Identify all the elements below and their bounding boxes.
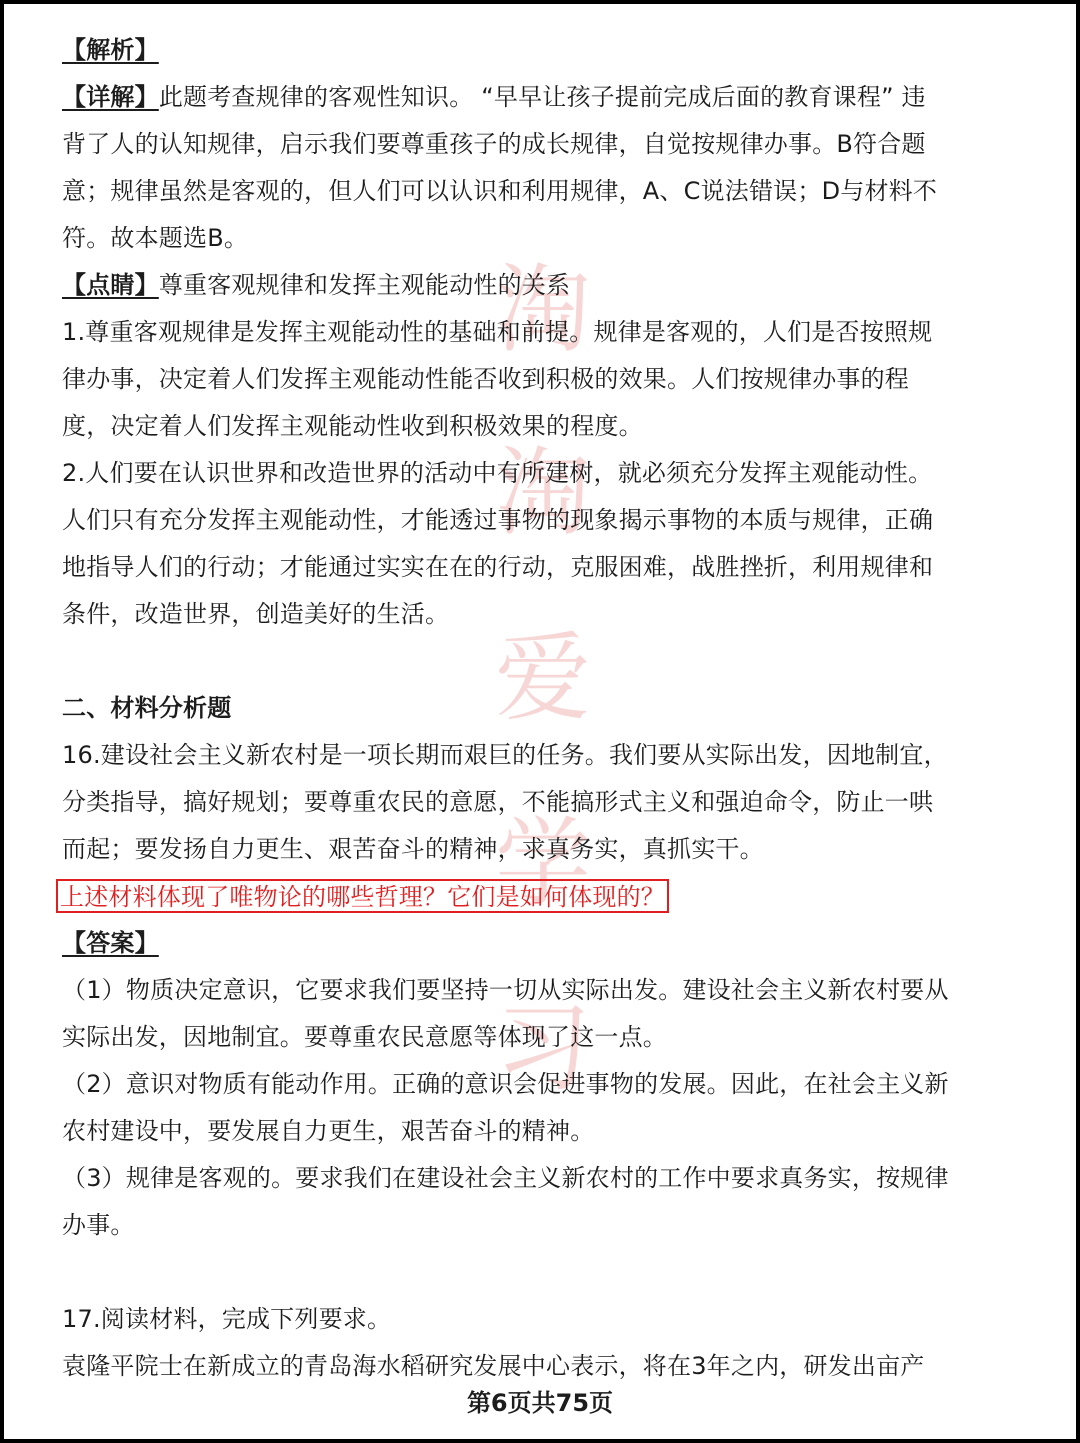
watermark-char: 学 [495, 807, 591, 919]
q16-line: 而起；要发扬自力更生、艰苦奋斗的精神，求真务实，真抓实干。 [62, 835, 764, 863]
answer-tag: 【答案】 [62, 929, 159, 957]
watermark-char: 淘 [495, 437, 591, 549]
detail-text: 此题考查规律的客观性知识。 “早早让孩子提前完成后面的教育课程” 违 [158, 83, 926, 111]
detail-line: 符。故本题选B。 [62, 224, 249, 252]
answer-line: 办事。 [62, 1211, 135, 1239]
analysis-heading [62, 34, 159, 66]
answer-line: （1）物质决定意识，它要求我们要坚持一切从实际出发。建设社会主义新农村要从 [62, 976, 949, 1004]
answer-line: 实际出发，因地制宜。要尊重农民意愿等体现了这一点。 [62, 1023, 667, 1051]
q16-line: 16.建设社会主义新农村是一项长期而艰巨的任务。我们要从实际出发，因地制宜， [62, 741, 948, 769]
point-line: 2.人们要在认识世界和改造世界的活动中有所建树，就必须充分发挥主观能动性。 [62, 459, 933, 487]
point-line: 条件，改造世界，创造美好的生活。 [62, 600, 450, 628]
detail-line [62, 81, 926, 113]
detail-tag: 【详解】 [62, 83, 159, 111]
answer-heading [62, 927, 159, 959]
point-title: 尊重客观规律和发挥主观能动性的关系 [158, 271, 571, 299]
page-number: 第6页共75页 [466, 1389, 614, 1417]
point-line: 地指导人们的行动；才能通过实实在在的行动，克服困难，战胜挫折，利用规律和 [62, 553, 934, 581]
q17-line: 袁隆平院士在新成立的青岛海水稻研究发展中心表示，将在3年之内，研发出亩产 [62, 1352, 925, 1380]
answer-line: （3）规律是客观的。要求我们在建设社会主义新农村的工作中要求真务实，按规律 [62, 1164, 949, 1192]
q16-question-highlight: 上述材料体现了唯物论的哪些哲理？它们是如何体现的？ [56, 879, 669, 913]
q16-line: 分类指导，搞好规划；要尊重农民的意愿，不能搞形式主义和强迫命令，防止一哄 [62, 788, 934, 816]
answer-line: 农村建设中，要发展自力更生，艰苦奋斗的精神。 [62, 1117, 595, 1145]
q17-line: 17.阅读材料，完成下列要求。 [62, 1305, 392, 1333]
point-line: 人们只有充分发挥主观能动性，才能透过事物的现象揭示事物的本质与规律，正确 [62, 506, 934, 534]
watermark-char: 习 [495, 992, 591, 1104]
section-title: 二、材料分析题 [62, 694, 232, 722]
analysis-tag: 【解析】 [62, 36, 159, 64]
point-line: 度，决定着人们发挥主观能动性收到积极效果的程度。 [62, 412, 643, 440]
answer-line: （2）意识对物质有能动作用。正确的意识会促进事物的发展。因此，在社会主义新 [62, 1070, 949, 1098]
detail-line: 意；规律虽然是客观的，但人们可以认识和利用规律，A、C说法错误；D与材料不 [62, 177, 938, 205]
point-tag: 【点睛】 [62, 271, 159, 299]
point-line [62, 269, 570, 301]
point-line: 律办事，决定着人们发挥主观能动性能否收到积极的效果。人们按规律办事的程 [62, 365, 909, 393]
watermark-char: 淘 [495, 254, 591, 366]
detail-line: 背了人的认知规律，启示我们要尊重孩子的成长规律，自觉按规律办事。B符合题 [62, 130, 926, 158]
watermark-char: 爱 [495, 622, 591, 734]
point-line: 1.尊重客观规律是发挥主观能动性的基础和前提。规律是客观的，人们是否按照规 [62, 318, 933, 346]
